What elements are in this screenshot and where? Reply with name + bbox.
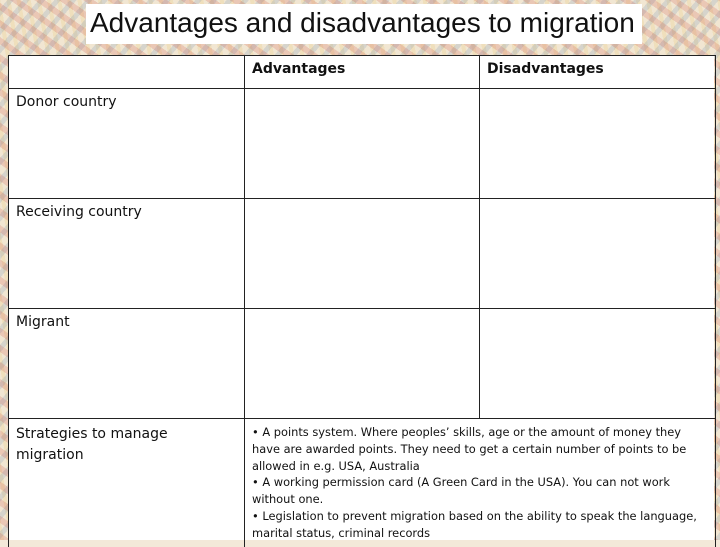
table-row-migrant [9, 309, 716, 419]
table-row-strategies [9, 419, 716, 547]
list-item: • A working permission card (A Green Card in the USA). You can not work without one. [252, 474, 708, 508]
header-empty-cell [9, 56, 245, 89]
table-header-row [9, 56, 716, 89]
table-row-receiving-country [9, 199, 716, 309]
row-label-migrant: Migrant [9, 309, 245, 419]
header-disadvantages: Disadvantages [480, 56, 716, 89]
cell-donor-disadvantages[interactable] [480, 89, 716, 199]
row-label-strategies: Strategies to manage migration [9, 419, 245, 547]
header-advantages: Advantages [245, 56, 480, 89]
list-item: • A points system. Where peoples’ skills, age or the amount of money they have are awarded points. They need to get a certain number of points to be allowed in e.g. USA, Australia [252, 424, 708, 474]
cell-receiving-advantages[interactable] [245, 199, 480, 309]
row-label-donor-country: Donor country [9, 89, 245, 199]
slide-title: Advantages and disadvantages to migration [90, 5, 635, 41]
row-label-receiving-country: Receiving country [9, 199, 245, 309]
strategies-list [252, 424, 708, 542]
list-item: • Legislation to prevent migration based on the ability to speak the language, marital status, criminal records [252, 508, 708, 542]
cell-receiving-disadvantages[interactable] [480, 199, 716, 309]
table-row-donor-country [9, 89, 716, 199]
cell-migrant-disadvantages[interactable] [480, 309, 716, 419]
cell-donor-advantages[interactable] [245, 89, 480, 199]
cell-strategies-content[interactable] [245, 419, 716, 547]
migration-table [8, 55, 716, 547]
cell-migrant-advantages[interactable] [245, 309, 480, 419]
